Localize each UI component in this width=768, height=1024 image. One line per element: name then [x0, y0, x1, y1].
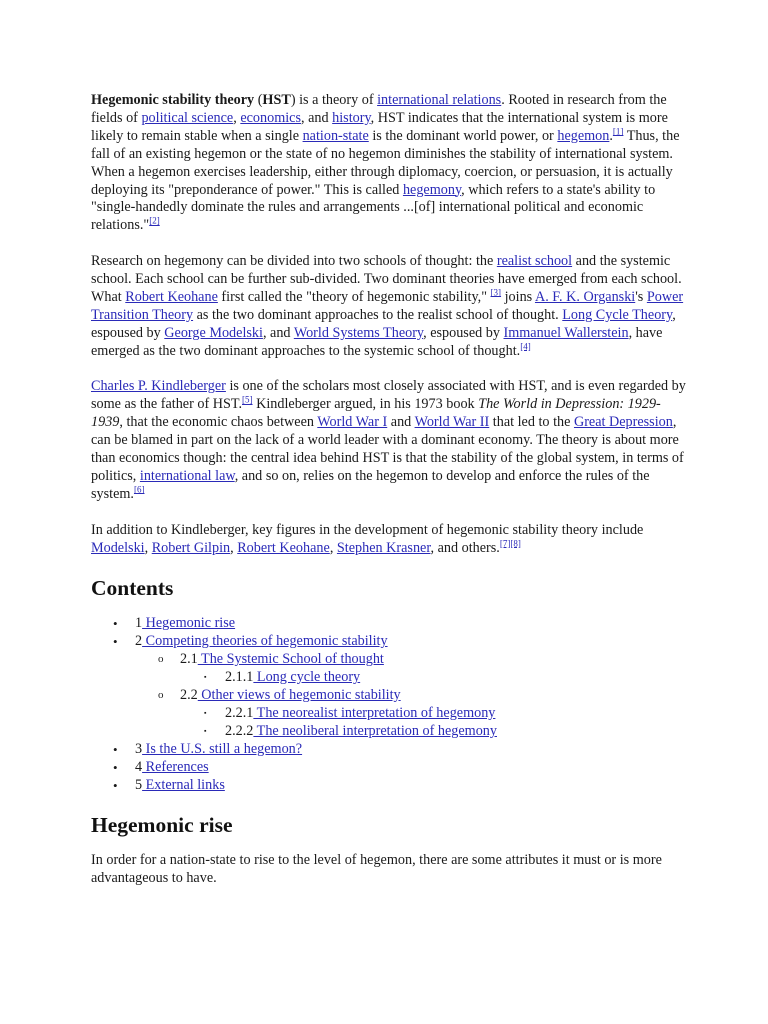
citation-2[interactable]: [2] — [149, 215, 160, 226]
toc-item: • 4 References — [113, 758, 209, 775]
citation-5[interactable]: [5] — [242, 394, 253, 405]
square-bullet-icon: ▪ — [204, 673, 207, 682]
toc-link-other-views[interactable]: Other views of hegemonic stability — [197, 687, 401, 704]
toc-link-long-cycle-theory[interactable]: Long cycle theory — [253, 669, 361, 686]
square-bullet-icon: ▪ — [204, 708, 207, 717]
link-organski[interactable]: A. F. K. Organski — [534, 288, 636, 305]
bullet-icon: • — [113, 616, 118, 632]
link-international-relations[interactable]: international relations — [377, 92, 502, 108]
link-robert-keohane[interactable]: Robert Keohane — [125, 288, 218, 305]
intro-paragraph: Hegemonic stability theory (HST) is a theory of international relations. Rooted in research from the fields of political science, economics, and history, HST indicates that the international system is more likely to remain stable when a single nation-state is the dominant world power, or hegemon.[1] Thus, the fall of an existing hegemon or the state of no hegemon diminishes the stability of international system. When a hegemon exercises leadership, either through diplomacy, coercion, or persuasion, it is actually deploying its "preponderance of power." This is called hegemony, which refers to a state's ability to "single-handedly dominate the rules and arrangements ...[of] international political and economic relations."[2] — [91, 92, 680, 234]
toc-item: ▪ 2.2.2 The neoliberal interpretation of hegemony — [204, 722, 497, 739]
link-hegemon[interactable]: hegemon — [557, 127, 610, 144]
link-world-systems-theory[interactable]: World Systems Theory — [293, 324, 424, 341]
link-political-science[interactable]: political science — [141, 109, 234, 126]
article-body — [91, 92, 691, 906]
bullet-icon: • — [113, 759, 118, 775]
toc-item: • 5 External links — [113, 776, 225, 793]
toc-item: • 3 Is the U.S. still a hegemon? — [113, 740, 303, 757]
citation-3[interactable]: [3] — [490, 287, 502, 298]
citation-6[interactable]: [6] — [133, 484, 145, 495]
bullet-icon: • — [113, 634, 118, 650]
toc-item: o 2.2 Other views of hegemonic stability — [158, 687, 401, 704]
citation-4[interactable]: [4] — [520, 340, 531, 351]
schools-paragraph: Research on hegemony can be divided into two schools of thought: the realist school and the systemic school. Each school can be further sub-divided. Two dominant theories have emerged from each school. What Robert Keohane first called the "theory of hegemonic stability," [3] joins A. F. K. Organski's Power Transition Theory as the two dominant approaches to the realist school of thought. Long Cycle Theory, espoused by George Modelski, and World Systems Theory, espoused by Immanuel Wallerstein, have emerged as the two dominant approaches to the systemic school of thought.[4] — [91, 253, 684, 359]
toc-link-external-links[interactable]: External links — [142, 776, 225, 793]
term-hst: Hegemonic stability theory — [91, 92, 255, 108]
toc-link-references[interactable]: References — [142, 758, 209, 775]
link-long-cycle-theory[interactable]: Long Cycle Theory — [562, 306, 673, 323]
contents-heading: Contents — [91, 576, 174, 601]
toc-item: • 1 Hegemonic rise — [113, 615, 236, 632]
link-world-war-i[interactable]: World War I — [317, 414, 388, 431]
citation-7-8[interactable]: [7][8] — [499, 537, 521, 548]
toc-link-us-hegemon[interactable]: Is the U.S. still a hegemon? — [142, 740, 303, 757]
link-international-law[interactable]: international law — [139, 468, 235, 484]
toc-link-hegemonic-rise[interactable]: Hegemonic rise — [142, 615, 236, 632]
kindleberger-paragraph: Charles P. Kindleberger is one of the scholars most closely associated with HST, and is even regarded by some as the father of HST.[5] Kindleberger argued, in his 1973 book The World in Depression: 1929-1939, that the economic chaos between World War I and World War II that led to the Great Depression, can be blamed in part on the lack of a world leader with a dominant economy. The theory is about more than economics though: the central idea behind HST is that the stability of the global system, in terms of politics, international law, and so on, relies on the hegemon to develop and enforce the rules of the system.[6] — [91, 378, 686, 502]
link-realist-school[interactable]: realist school — [496, 253, 573, 270]
book-title: The World in Depression: 1929-1939 — [91, 396, 661, 431]
key-figures-paragraph: In addition to Kindleberger, key figures in the development of hegemonic stability theory include Modelski, Robert Gilpin, Robert Keohane, Stephen Krasner, and others.[7][8] — [91, 521, 644, 556]
link-robert-gilpin[interactable]: Robert Gilpin — [151, 539, 231, 556]
bullet-icon: • — [113, 741, 118, 757]
link-world-war-ii[interactable]: World War II — [414, 414, 490, 431]
toc-link-neorealist[interactable]: The neorealist interpretation of hegemony — [253, 704, 496, 721]
link-hegemony[interactable]: hegemony — [402, 181, 462, 198]
circle-bullet-icon: o — [158, 689, 164, 702]
term-hst-abbr: HST — [262, 92, 291, 108]
link-great-depression[interactable]: Great Depression — [573, 414, 673, 431]
section-heading-hegemonic-rise: Hegemonic rise — [91, 813, 233, 838]
toc-item: • 2 Competing theories of hegemonic stability — [113, 633, 388, 650]
link-nation-state[interactable]: nation-state — [302, 127, 369, 144]
link-modelski[interactable]: Modelski — [91, 539, 145, 556]
link-immanuel-wallerstein[interactable]: Immanuel Wallerstein — [503, 324, 629, 341]
link-charles-kindleberger[interactable]: Charles P. Kindleberger — [91, 378, 226, 395]
link-robert-keohane-2[interactable]: Robert Keohane — [237, 539, 330, 556]
link-economics[interactable]: economics — [240, 109, 301, 126]
toc-item: ▪ 2.1.1 Long cycle theory — [204, 669, 361, 686]
toc-item: ▪ 2.2.1 The neorealist interpretation of hegemony — [204, 704, 496, 721]
toc-link-competing-theories[interactable]: Competing theories of hegemonic stability — [142, 633, 388, 650]
toc-link-neoliberal[interactable]: The neoliberal interpretation of hegemony — [253, 722, 497, 739]
square-bullet-icon: ▪ — [204, 726, 207, 735]
circle-bullet-icon: o — [158, 653, 164, 666]
link-stephen-krasner[interactable]: Stephen Krasner — [336, 539, 431, 556]
toc-link-systemic-school[interactable]: The Systemic School of thought — [197, 651, 384, 668]
hegemonic-rise-paragraph: In order for a nation-state to rise to the level of hegemon, there are some attributes it must or is more advantageous to have. — [91, 852, 662, 887]
bullet-icon: • — [113, 777, 118, 793]
toc-item: o 2.1 The Systemic School of thought — [158, 651, 384, 668]
link-george-modelski[interactable]: George Modelski — [164, 324, 263, 341]
link-history[interactable]: history — [332, 109, 371, 126]
citation-1[interactable]: [1] — [612, 126, 624, 137]
table-of-contents — [91, 615, 691, 794]
link-power-transition-theory[interactable]: Power Transition Theory — [91, 288, 684, 323]
